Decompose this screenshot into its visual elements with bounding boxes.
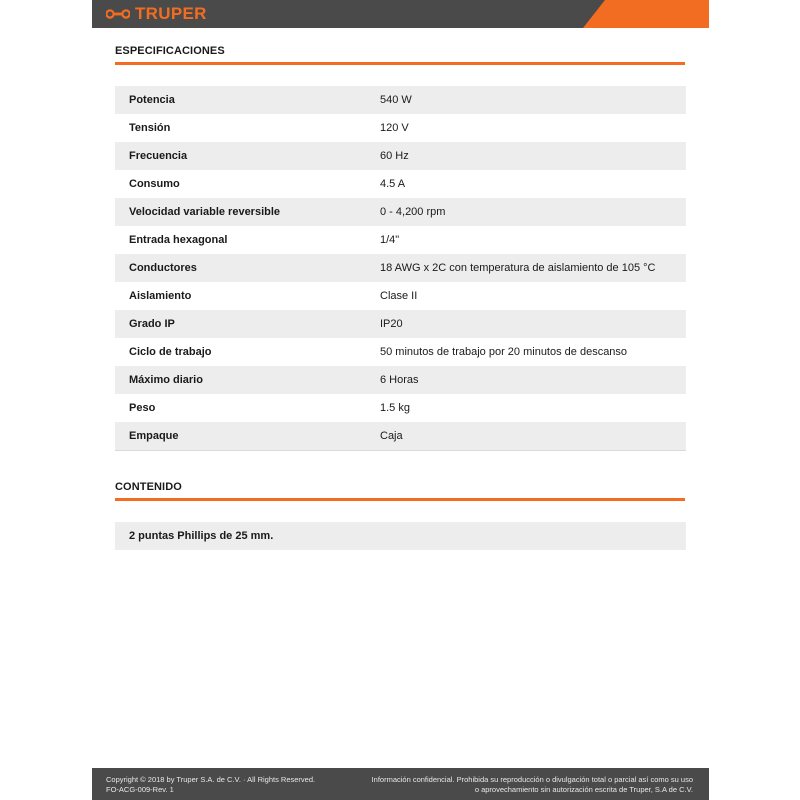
spec-row: [115, 114, 686, 142]
spec-label: Potencia: [129, 94, 175, 106]
contents-section-title: CONTENIDO: [115, 481, 182, 493]
spec-label: Empaque: [129, 430, 179, 442]
footer-form-code: FO-ACG-009-Rev. 1: [106, 784, 174, 794]
spec-label: Conductores: [129, 262, 197, 274]
contents-title-rule: [115, 498, 685, 501]
spec-row: [115, 226, 686, 254]
spec-value: 1/4": [380, 234, 400, 246]
footer-copyright-block: [106, 775, 315, 794]
spec-label: Velocidad variable reversible: [129, 206, 281, 218]
spec-value: IP20: [380, 318, 403, 330]
page-footer: [92, 768, 709, 800]
spec-value: 1.5 kg: [380, 402, 410, 414]
spec-row: [115, 338, 686, 366]
spec-label: Consumo: [129, 178, 180, 190]
footer-notice-line: Información confidencial. Prohibida su reproducción o divulgación total o parcial así como su uso: [371, 775, 693, 784]
spec-value: 120 V: [380, 122, 409, 134]
spec-row: [115, 142, 686, 170]
spec-label: Frecuencia: [129, 150, 188, 162]
spec-label: Tensión: [129, 122, 171, 134]
specs-title-rule: [115, 62, 685, 65]
spec-value: Caja: [380, 430, 403, 442]
specs-table: [115, 86, 686, 450]
spec-label: Máximo diario: [129, 374, 203, 386]
spec-value: 18 AWG x 2C con temperatura de aislamiento de 105 °C: [380, 262, 656, 274]
spec-value: 60 Hz: [380, 150, 409, 162]
header-accent-stripe: [583, 0, 709, 28]
spec-row: [115, 422, 686, 450]
list-item: 2 puntas Phillips de 25 mm.: [115, 522, 686, 550]
spec-row: [115, 170, 686, 198]
spec-label: Ciclo de trabajo: [129, 346, 212, 358]
footer-notice-line: o aprovechamiento sin autorización escrita de Truper, S.A de C.V.: [474, 784, 693, 794]
specs-section-title: ESPECIFICACIONES: [115, 45, 225, 57]
spec-value: 540 W: [380, 94, 412, 106]
brand-name: TRUPER: [135, 4, 207, 23]
footer-confidential-notice: [372, 775, 693, 794]
spec-row: [115, 198, 686, 226]
spec-row: [115, 86, 686, 114]
spec-row: [115, 394, 686, 422]
spec-row: [115, 254, 686, 282]
spec-label: Entrada hexagonal: [129, 234, 228, 246]
brand-logo: [106, 5, 207, 23]
spec-label: Grado IP: [129, 318, 175, 330]
spec-value: 4.5 A: [380, 178, 406, 190]
spec-label: Aislamiento: [129, 290, 192, 302]
spec-row: [115, 310, 686, 338]
spec-value: 50 minutos de trabajo por 20 minutos de descanso: [380, 346, 628, 358]
spec-row: [115, 366, 686, 394]
page-header: [92, 0, 709, 28]
spec-row: [115, 282, 686, 310]
wrench-logo-icon: [106, 7, 130, 21]
spec-value: 0 - 4,200 rpm: [380, 206, 446, 218]
spec-label: Peso: [129, 402, 156, 414]
footer-copyright: Copyright © 2018 by Truper S.A. de C.V. · All Rights Reserved.: [106, 775, 316, 784]
spec-value: 6 Horas: [380, 374, 419, 386]
spec-value: Clase II: [380, 290, 418, 302]
contents-list: [115, 522, 686, 550]
specs-table-bottom-line: [115, 450, 686, 451]
